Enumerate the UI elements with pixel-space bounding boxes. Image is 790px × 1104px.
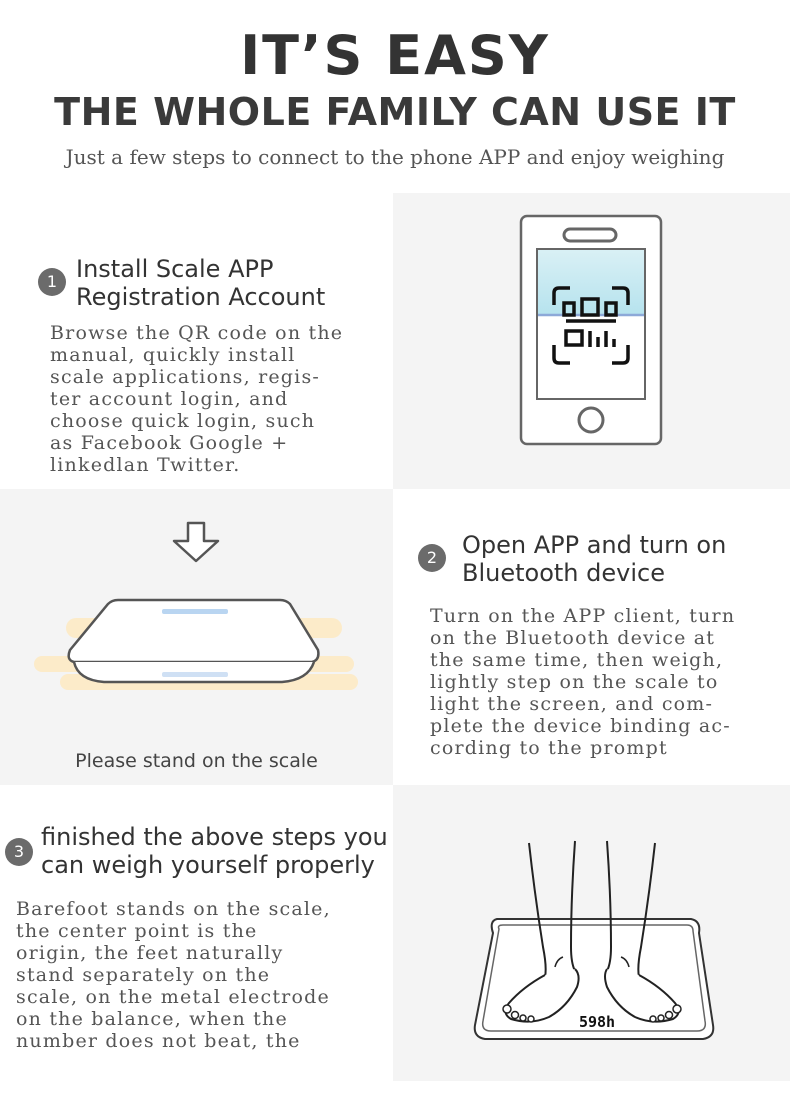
step-2-illustration bbox=[0, 489, 393, 785]
step-2-body: Turn on the APP client, turn on the Bluetooth device at the same time, then weigh, lightly step on the scale to light the screen, and com- plete the device binding ac- cording to the prompt bbox=[430, 605, 736, 759]
step-1-panel bbox=[0, 193, 393, 489]
step-3-title-line2: can weigh yourself properly bbox=[41, 851, 375, 879]
feet-on-scale-icon bbox=[471, 837, 717, 1045]
step-3-panel bbox=[0, 785, 393, 1081]
step-2-panel bbox=[393, 489, 790, 785]
footer-strip bbox=[0, 1081, 790, 1104]
step-3-title-line1: finished the above steps you bbox=[41, 823, 388, 851]
page-subtitle: THE WHOLE FAMILY CAN USE IT bbox=[54, 90, 736, 134]
step-1-illustration bbox=[393, 193, 790, 489]
step-3-number: 3 bbox=[5, 838, 33, 866]
scale-display-readout: 598h bbox=[578, 1013, 616, 1031]
scale-caption: Please stand on the scale bbox=[75, 750, 318, 772]
step-2-number: 2 bbox=[418, 544, 446, 572]
smartphone-icon bbox=[518, 213, 664, 447]
step-1-number: 1 bbox=[38, 268, 66, 296]
scale-icon bbox=[30, 594, 370, 694]
step-2-title-line1: Open APP and turn on bbox=[462, 531, 727, 559]
step-3-illustration bbox=[393, 785, 790, 1081]
step-1-body: Browse the QR code on the manual, quickly install scale applications, regis- ter account login, and choose quick login, such as Facebook Google + linkedlan Twitter. bbox=[50, 322, 344, 476]
down-arrow-icon bbox=[170, 521, 222, 565]
step-1-title-line1: Install Scale APP bbox=[76, 255, 274, 283]
step-1-title-line2: Registration Account bbox=[76, 283, 326, 311]
step-3-body: Barefoot stands on the scale, the center point is the origin, the feet naturally stand separately on the scale, on the metal electrode on the balance, when the number does not beat, the bbox=[16, 898, 331, 1052]
header bbox=[0, 0, 790, 193]
page-title: IT’S EASY bbox=[240, 24, 550, 87]
page-tagline: Just a few steps to connect to the phone APP and enjoy weighing bbox=[65, 145, 725, 169]
step-2-title-line2: Bluetooth device bbox=[462, 559, 665, 587]
